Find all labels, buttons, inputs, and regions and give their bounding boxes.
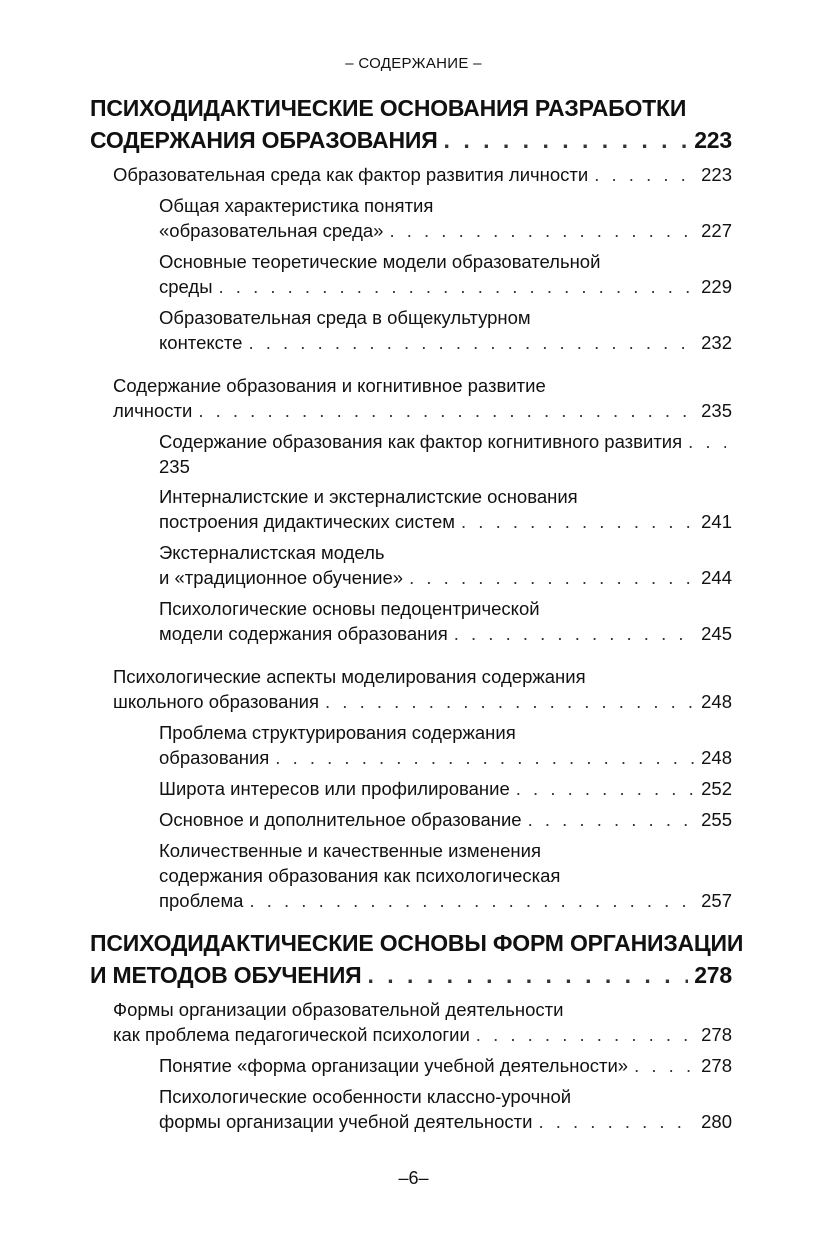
toc-entry-title-line: школьного образования [113, 691, 320, 712]
toc-page-number: 229 [701, 276, 732, 297]
toc-entry-title: Широта интересов или профилирование [159, 778, 510, 799]
toc-section-entry[interactable] [159, 484, 732, 534]
toc-entry-title-line: и «традиционное обучение» [159, 567, 404, 588]
toc-page-number: 245 [701, 623, 732, 644]
dot-leader [198, 398, 695, 423]
toc-page-number: 248 [701, 691, 732, 712]
toc-page-number: 235 [701, 400, 732, 421]
dot-leader [454, 621, 695, 646]
toc-section-entry[interactable] [159, 838, 732, 913]
toc-page-number: 244 [701, 567, 732, 588]
toc-entry-title-line: Количественные и качественные изменения [159, 840, 541, 861]
toc-page-number: 235 [159, 456, 190, 477]
toc-page-number: 223 [701, 164, 732, 185]
toc-entry-title-line: Экстерналистская модель [159, 542, 385, 563]
toc-section-entry[interactable] [159, 249, 732, 299]
toc-part-title-line: ПСИХОДИДАКТИЧЕСКИЕ ОСНОВАНИЯ РАЗРАБОТКИ [90, 95, 687, 121]
toc-entry-title-line: модели содержания образования [159, 623, 448, 644]
toc-entry-title-line: Содержание образования как фактор когнитивного развития [159, 431, 683, 452]
toc-page-number: 232 [701, 332, 732, 353]
toc-section-entry[interactable] [159, 720, 732, 770]
toc-section-entry[interactable] [159, 1053, 732, 1078]
toc-entry-title-line: Образовательная среда в общекультурном [159, 307, 531, 328]
toc-entry-title-line: Проблема структурирования содержания [159, 722, 516, 743]
dot-leader [219, 274, 696, 299]
toc-entry-title-line: Психологические основы педоцентрической [159, 598, 540, 619]
toc-chapter-entry[interactable] [113, 664, 732, 714]
toc-section-entry[interactable] [159, 429, 732, 479]
toc-chapter-entry[interactable] [113, 373, 732, 423]
toc-section-entry[interactable] [159, 540, 732, 590]
toc-entry-title: Понятие «форма организации учебной деятельности» [159, 1055, 629, 1076]
toc-section-entry[interactable] [159, 776, 732, 801]
dot-leader [528, 807, 696, 832]
dot-leader [248, 330, 695, 355]
dot-leader [476, 1022, 695, 1047]
toc-page-number: 278 [694, 962, 732, 988]
dot-leader [516, 776, 695, 801]
toc-section-entry[interactable] [159, 807, 732, 832]
toc-entry-title-line: формы организации учебной деятельности [159, 1111, 533, 1132]
toc-chapter-entry[interactable] [113, 162, 732, 187]
toc-entry-title-line: среды [159, 276, 213, 297]
toc-entry-title-line: образования [159, 747, 270, 768]
toc-entry-title-line: личности [113, 400, 193, 421]
toc-part-title-line: СОДЕРЖАНИЯ ОБРАЗОВАНИЯ [90, 127, 438, 153]
toc-page-number: 227 [701, 220, 732, 241]
toc-page-number: 278 [701, 1024, 732, 1045]
toc-part-heading[interactable] [90, 92, 732, 156]
dot-leader [538, 1109, 695, 1134]
dot-leader [275, 745, 695, 770]
toc-chapter-entry[interactable] [113, 997, 732, 1047]
toc-entry-title-line: Психологические особенности классно-урочной [159, 1086, 572, 1107]
toc-entry-title-line: как проблема педагогической психологии [113, 1024, 470, 1045]
toc-section-entry[interactable] [159, 596, 732, 646]
toc-entry-title-line: контексте [159, 332, 243, 353]
dot-leader [444, 124, 689, 156]
toc-part-title-line: И МЕТОДОВ ОБУЧЕНИЯ [90, 962, 362, 988]
dot-leader [389, 218, 695, 243]
toc-entry-title-line: содержания образования как психологическая [159, 865, 561, 886]
toc-page-number: 280 [701, 1111, 732, 1132]
toc-page-number: 278 [701, 1055, 732, 1076]
dot-leader [634, 1053, 695, 1078]
toc-page-number: 241 [701, 511, 732, 532]
dot-leader [325, 689, 695, 714]
toc-page-number: 223 [694, 127, 732, 153]
toc-entry-title-line: построения дидактических систем [159, 511, 456, 532]
toc-section-entry[interactable] [159, 193, 732, 243]
toc-page-number: 248 [701, 747, 732, 768]
dot-leader [249, 888, 695, 913]
toc-entry-title-line: Психологические аспекты моделирования содержания [113, 666, 586, 687]
toc-entry-title-line: Формы организации образовательной деятельности [113, 999, 564, 1020]
toc-entry-title-line: Общая характеристика понятия [159, 195, 434, 216]
toc-part-title-line: ПСИХОДИДАКТИЧЕСКИЕ ОСНОВЫ ФОРМ ОРГАНИЗАЦИИ [90, 930, 744, 956]
dot-leader [409, 565, 695, 590]
dot-leader [594, 162, 695, 187]
toc-entry-title-line: Основные теоретические модели образовательной [159, 251, 601, 272]
toc-entry-title: Основное и дополнительное образование [159, 809, 522, 830]
page-number: –6– [398, 1168, 429, 1188]
running-title: – СОДЕРЖАНИЕ – [345, 55, 482, 72]
toc-section-entry[interactable] [159, 1084, 732, 1134]
toc-entry-title: Образовательная среда как фактор развития личности [113, 164, 589, 185]
toc-page-number: 257 [701, 890, 732, 911]
dot-leader [461, 509, 695, 534]
toc-entry-title-line: проблема [159, 890, 244, 911]
dot-leader [688, 429, 726, 454]
toc-part-heading[interactable] [90, 927, 744, 991]
toc-section-entry[interactable] [159, 305, 732, 355]
toc-entry-title-line: «образовательная среда» [159, 220, 384, 241]
toc-entry-title-line: Содержание образования и когнитивное развитие [113, 375, 546, 396]
toc-entry-title-line: Интерналистские и экстерналистские основания [159, 486, 578, 507]
toc-page-number: 255 [701, 809, 732, 830]
toc-page-number: 252 [701, 778, 732, 799]
dot-leader [368, 959, 689, 991]
